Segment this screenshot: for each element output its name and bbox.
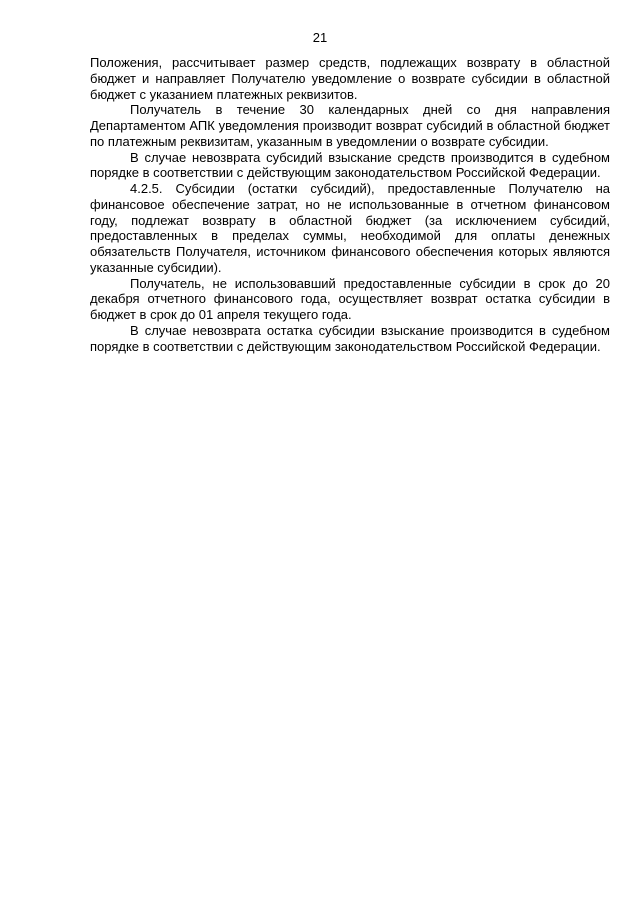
page-number: 21 (312, 30, 328, 45)
paragraph-return-remainder: Получатель, не использовавший предоставленные субсидии в срок до 20 декабря отчетного финансового года, осуществляет возврат остатка субсидии в бюджет в срок до 01 апреля текущего года. (90, 275, 610, 322)
paragraph-return-30-days: Получатель в течение 30 календарных дней со дня направления Департаментом АПК уведомления производит возврат субсидий в областной бюджет по платежным реквизитам, указанным в уведомлении о возврате субсидии. (90, 102, 610, 149)
paragraph-continuation: Положения, рассчитывает размер средств, подлежащих возврату в областной бюджет и направляет Получателю уведомление о возврате субсидии в областной бюджет с указанием платежных реквизитов. (90, 55, 610, 102)
paragraph-non-return-court: В случае невозврата субсидий взыскание средств производится в судебном порядке в соответствии с действующим законодательством Российской Федерации. (90, 149, 610, 181)
paragraph-clause-4-2-5: 4.2.5. Субсидии (остатки субсидий), предоставленные Получателю на финансовое обеспечение затрат, но не использованные в отчетном финансовом году, подлежат возврату в областной бюджет (за исключением субсидий, предоставленных в пределах суммы, необходимой для оплаты денежных обязательств Получателя, источником финансового обеспечения которых являются указанные субсидии). (90, 181, 610, 275)
document-body (90, 55, 610, 354)
paragraph-non-return-remainder-court: В случае невозврата остатка субсидии взыскание производится в судебном порядке в соответствии с действующим законодательством Российской Федерации. (90, 322, 610, 354)
